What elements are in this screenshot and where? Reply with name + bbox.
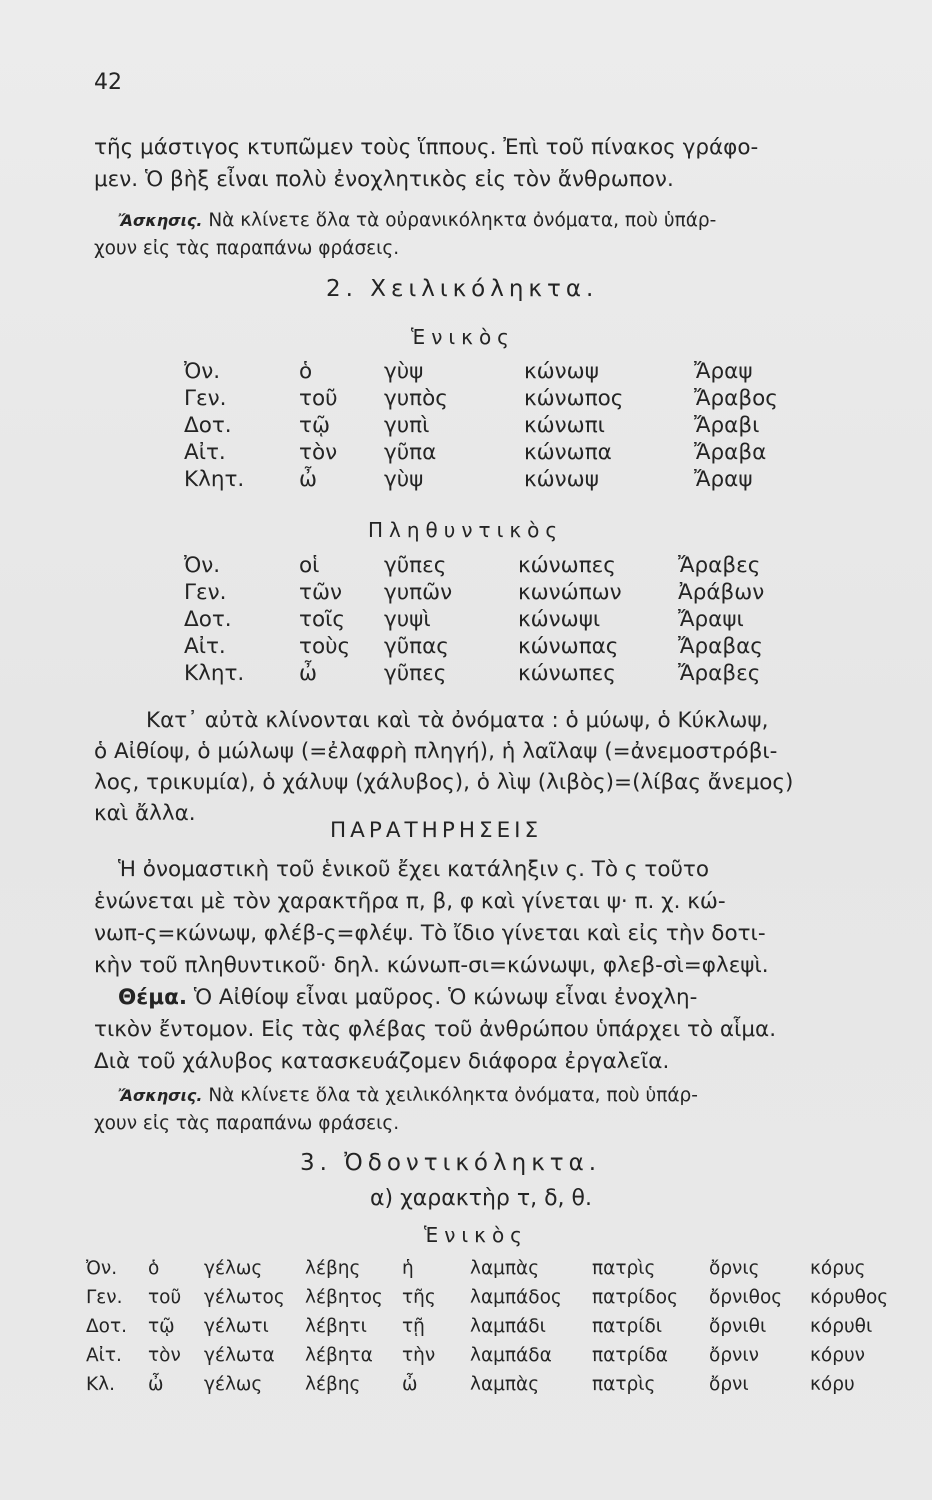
word-form: γέλως [204, 1258, 263, 1279]
article: τοῦ [148, 1287, 182, 1308]
word-form: κώνωπος [524, 386, 624, 411]
paragraph-line: νωπ-ς=κώνωψ, φλέβ-ς=φλέψ. Τὸ ἴδιο γίνεται καὶ εἰς τὴν δοτι- [94, 921, 766, 946]
word-form: γέλωτος [204, 1287, 285, 1308]
intro-line-1: τῆς μάστιγος κτυπῶμεν τοὺς ἵππους. Ἐπὶ τοῦ πίνακος γράφο- [94, 135, 759, 160]
word-form: λέβης [305, 1374, 361, 1395]
word-form: γὺψ [384, 467, 424, 492]
word-form: ὄρνιν [709, 1345, 759, 1366]
article: τοῖς [299, 607, 345, 632]
word-form: κώνωπα [524, 440, 612, 465]
section-3-title: 3. Ὀδοντικόληκτα. [300, 1150, 602, 1176]
word-form: γέλωτα [204, 1345, 275, 1366]
case-label: Γεν. [184, 386, 227, 411]
case-label: Αἰτ. [86, 1345, 122, 1366]
paragraph-line: ὁ Αἰθίοψ, ὁ μώλωψ (=ἐλαφρὴ πληγή), ἡ λαῖλαψ (=ἀνεμοστρόβι- [94, 739, 778, 764]
word-form: γυπῶν [384, 580, 453, 605]
word-form: Ἄραβος [694, 386, 778, 411]
word-form: πατρίδος [592, 1287, 678, 1308]
word-form: κώνωπι [524, 413, 605, 438]
word-form: κώνωπες [518, 661, 616, 686]
word-form: κώνωψι [518, 607, 601, 632]
word-form: λαμπὰς [470, 1374, 540, 1395]
article: οἱ [299, 553, 320, 578]
case-label: Αἰτ. [184, 634, 226, 659]
section-2-title: 2. Χειλικόληκτα. [326, 276, 599, 302]
word-form: πατρίδα [592, 1345, 668, 1366]
word-form: Ἄραβας [678, 634, 763, 659]
case-label: Αἰτ. [184, 440, 226, 465]
word-form: ὄρνιθος [709, 1287, 783, 1308]
paragraph-line: κὴν τοῦ πληθυντικοῦ· δηλ. κώνωπ-σι=κώνωψι, φλεβ-σὶ=φλεψὶ. [94, 953, 769, 978]
article: τὸν [299, 440, 338, 465]
article: τοῦ [299, 386, 338, 411]
article: ὦ [299, 661, 318, 686]
word-form: γυπὸς [384, 386, 448, 411]
word-form: κώνωπες [518, 553, 616, 578]
intro-line-2: μεν. Ὁ βὴξ εἶναι πολὺ ἐνοχλητικὸς εἰς τὸν ἄνθρωπον. [94, 167, 674, 192]
paragraph-line: καὶ ἄλλα. [94, 801, 196, 826]
word-form: γῦπες [384, 553, 447, 578]
exercise-1-text: Νὰ κλίνετε ὅλα τὰ οὐρανικόληκτα ὀνόματα, ποὺ ὑπάρ- [202, 210, 717, 231]
exercise-2-line-1 [118, 1083, 698, 1109]
article: τῷ [148, 1316, 175, 1337]
word-form: κωνώπων [518, 580, 622, 605]
theme-line-1 [118, 983, 697, 1013]
theme-text: Ὁ Αἰθίοψ εἶναι μαῦρος. Ὁ κώνωψ εἶναι ἐνοχλη- [187, 985, 698, 1010]
word-form: Ἄραβες [678, 661, 761, 686]
paragraph-line: ἑνώνεται μὲ τὸν χαρακτῆρα π, β, φ καὶ γίνεται ψ· π. χ. κώ- [94, 889, 726, 914]
word-form: κώνωψ [524, 467, 599, 492]
article: τοὺς [299, 634, 351, 659]
article: τῷ [299, 413, 330, 438]
theme-label: Θέμα. [118, 985, 188, 1010]
word-form: κόρυθι [810, 1316, 873, 1337]
paragraph-line: τικὸν ἔντομον. Εἰς τὰς φλέβας τοῦ ἀνθρώπου ὑπάρχει τὸ αἷμα. [94, 1017, 777, 1042]
case-label: Δοτ. [184, 607, 232, 632]
exercise-2-line-2: χουν εἰς τὰς παραπάνω φράσεις. [94, 1113, 400, 1134]
word-form: κώνωπας [518, 634, 619, 659]
case-label: Ὀν. [184, 553, 221, 578]
word-form: κώνωψ [524, 359, 599, 384]
exercise-2-text: Νὰ κλίνετε ὅλα τὰ χειλικόληκτα ὀνόματα, ποὺ ὑπάρ- [202, 1085, 698, 1106]
article: τῆς [402, 1287, 436, 1308]
word-form: Ἄραβες [678, 553, 761, 578]
word-form: Ἄραβι [694, 413, 760, 438]
word-form: κόρυς [810, 1258, 866, 1279]
word-form: ὄρνιθι [709, 1316, 767, 1337]
paragraph-line: Κατ᾿ αὐτὰ κλίνονται καὶ τὰ ὀνόματα : ὁ μύωψ, ὁ Κύκλωψ, [146, 708, 769, 733]
case-label: Γεν. [184, 580, 227, 605]
word-form: λαμπάδι [470, 1316, 546, 1337]
word-form: γῦπας [384, 634, 449, 659]
word-form: γῦπα [384, 440, 437, 465]
article: τὸν [148, 1345, 181, 1366]
article: τῶν [299, 580, 342, 605]
paragraph-line: Διὰ τοῦ χάλυβος κατασκευάζομεν διάφορα ἐργαλεῖα. [94, 1049, 670, 1074]
word-form: Ἀράβων [678, 580, 765, 605]
word-form: πατρὶς [592, 1374, 656, 1395]
exercise-1-line-2: χουν εἰς τὰς παραπάνω φράσεις. [94, 238, 400, 259]
singular-heading: Ἑνικὸς [411, 325, 515, 349]
word-form: λαμπάδα [470, 1345, 552, 1366]
case-label: Γεν. [86, 1287, 123, 1308]
case-label: Ὀν. [184, 359, 221, 384]
word-form: λέβητι [305, 1316, 367, 1337]
article: ὦ [402, 1374, 418, 1395]
page-number: 42 [94, 70, 122, 95]
article: ὦ [299, 467, 318, 492]
exercise-1-line-1 [118, 208, 716, 234]
word-form: γέλωτι [204, 1316, 269, 1337]
word-form: κόρυθος [810, 1287, 889, 1308]
article: ὁ [148, 1258, 160, 1279]
word-form: λέβητα [305, 1345, 373, 1366]
word-form: πατρίδι [592, 1316, 663, 1337]
word-form: γυπὶ [384, 413, 430, 438]
word-form: κόρυ [810, 1374, 855, 1395]
case-label: Δοτ. [184, 413, 232, 438]
word-form: γὺψ [384, 359, 424, 384]
article: ὁ [299, 359, 313, 384]
plural-heading: Πληθυντικὸς [368, 518, 564, 542]
word-form: πατρὶς [592, 1258, 656, 1279]
article: τῇ [402, 1316, 425, 1337]
word-form: γυψὶ [384, 607, 431, 632]
word-form: γέλως [204, 1374, 263, 1395]
case-label: Κλητ. [184, 467, 245, 492]
case-label: Δοτ. [86, 1316, 127, 1337]
word-form: Ἄραψ [694, 359, 753, 384]
remarks-title: ΠΑΡΑΤΗΡΗΣΕΙΣ [330, 818, 543, 843]
singular-heading: Ἑνικὸς [424, 1223, 528, 1247]
article: τὴν [402, 1345, 436, 1366]
word-form: λαμπάδος [470, 1287, 562, 1308]
article: ὦ [148, 1374, 164, 1395]
word-form: Ἄραψι [678, 607, 744, 632]
word-form: γῦπες [384, 661, 447, 686]
word-form: ὄρνις [709, 1258, 760, 1279]
word-form: λαμπὰς [470, 1258, 540, 1279]
case-label: Κλ. [86, 1374, 115, 1395]
word-form: λέβητος [305, 1287, 383, 1308]
word-form: κόρυν [810, 1345, 866, 1366]
paragraph-line: λος, τρικυμία), ὁ χάλυψ (χάλυβος), ὁ λὶψ (λιβὸς)=(λίβας ἄνεμος) [94, 770, 794, 795]
exercise-label: Ἄσκησις. [118, 1086, 203, 1105]
word-form: λέβης [305, 1258, 361, 1279]
exercise-label: Ἄσκησις. [118, 211, 203, 230]
article: ἡ [402, 1258, 414, 1279]
word-form: Ἄραψ [694, 467, 753, 492]
case-label: Ὀν. [86, 1258, 118, 1279]
word-form: ὄρνι [709, 1374, 749, 1395]
paragraph-line: Ἡ ὀνομαστικὴ τοῦ ἑνικοῦ ἔχει κατάληξιν ς. Τὸ ς τοῦτο [118, 857, 710, 882]
case-label: Κλητ. [184, 661, 245, 686]
section-3-subtitle: α) χαρακτὴρ τ, δ, θ. [370, 1186, 592, 1211]
word-form: Ἄραβα [694, 440, 767, 465]
